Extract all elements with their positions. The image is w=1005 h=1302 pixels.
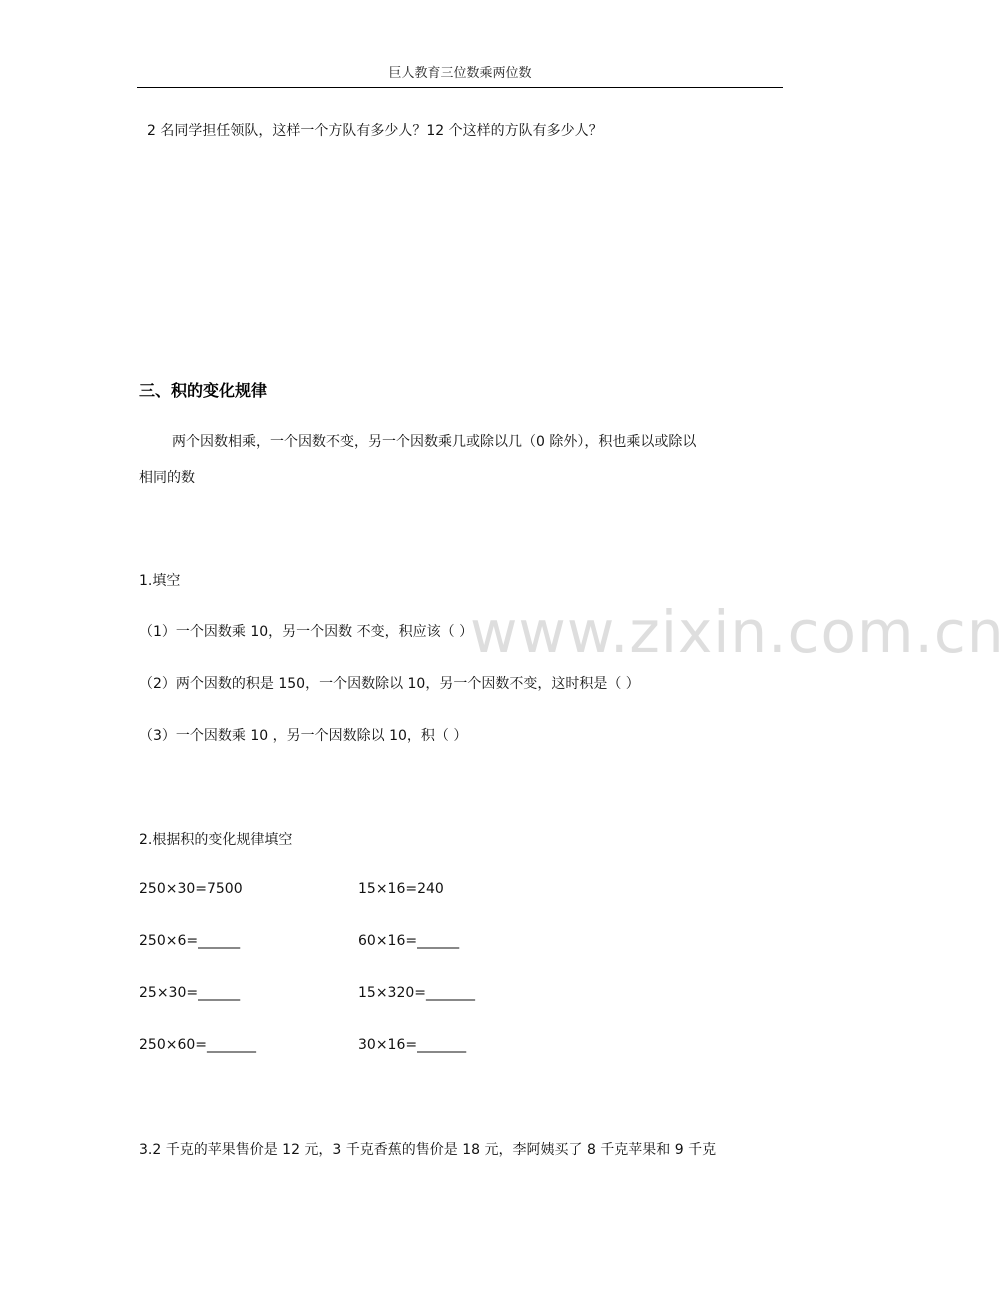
- equation-right: 30×16=_______: [358, 1037, 467, 1053]
- question-3-text: 3.2 千克的苹果售价是 12 元，3 千克香蕉的售价是 18 元，李阿姨买了 8 千克苹果和 9 千克: [139, 1142, 717, 1158]
- rule-text-line-2: 相同的数: [139, 470, 195, 486]
- equation-left: 25×30=______: [139, 985, 241, 1001]
- page-header: 巨人教育三位数乘两位数: [388, 66, 532, 81]
- equation-right: 60×16=______: [358, 933, 460, 949]
- question-1-heading: 1.填空: [139, 573, 181, 589]
- equation-right: 15×320=_______: [358, 985, 475, 1001]
- equation-left: 250×6=______: [139, 933, 241, 949]
- section-title: 三、积的变化规律: [139, 381, 268, 400]
- question-1-item: （3）一个因数乘 10 ，另一个因数除以 10，积（ ）: [139, 728, 468, 744]
- question-1-item: （2）两个因数的积是 150，一个因数除以 10，另一个因数不变，这时积是（ ）: [139, 676, 640, 692]
- question-1-item: （1）一个因数乘 10，另一个因数 不变，积应该（ ）: [139, 624, 474, 640]
- intro-question: 2 名同学担任领队，这样一个方队有多少人？12 个这样的方队有多少人？: [147, 123, 603, 139]
- equation-right: 15×16=240: [358, 881, 444, 897]
- header-divider: [137, 87, 783, 88]
- equation-left: 250×30=7500: [139, 881, 243, 897]
- watermark: www.zixin.com.cn: [470, 598, 1005, 666]
- equation-left: 250×60=_______: [139, 1037, 256, 1053]
- question-2-heading: 2.根据积的变化规律填空: [139, 832, 293, 848]
- rule-text-line-1: 两个因数相乘，一个因数不变，另一个因数乘几或除以几（0 除外），积也乘以或除以: [172, 434, 697, 450]
